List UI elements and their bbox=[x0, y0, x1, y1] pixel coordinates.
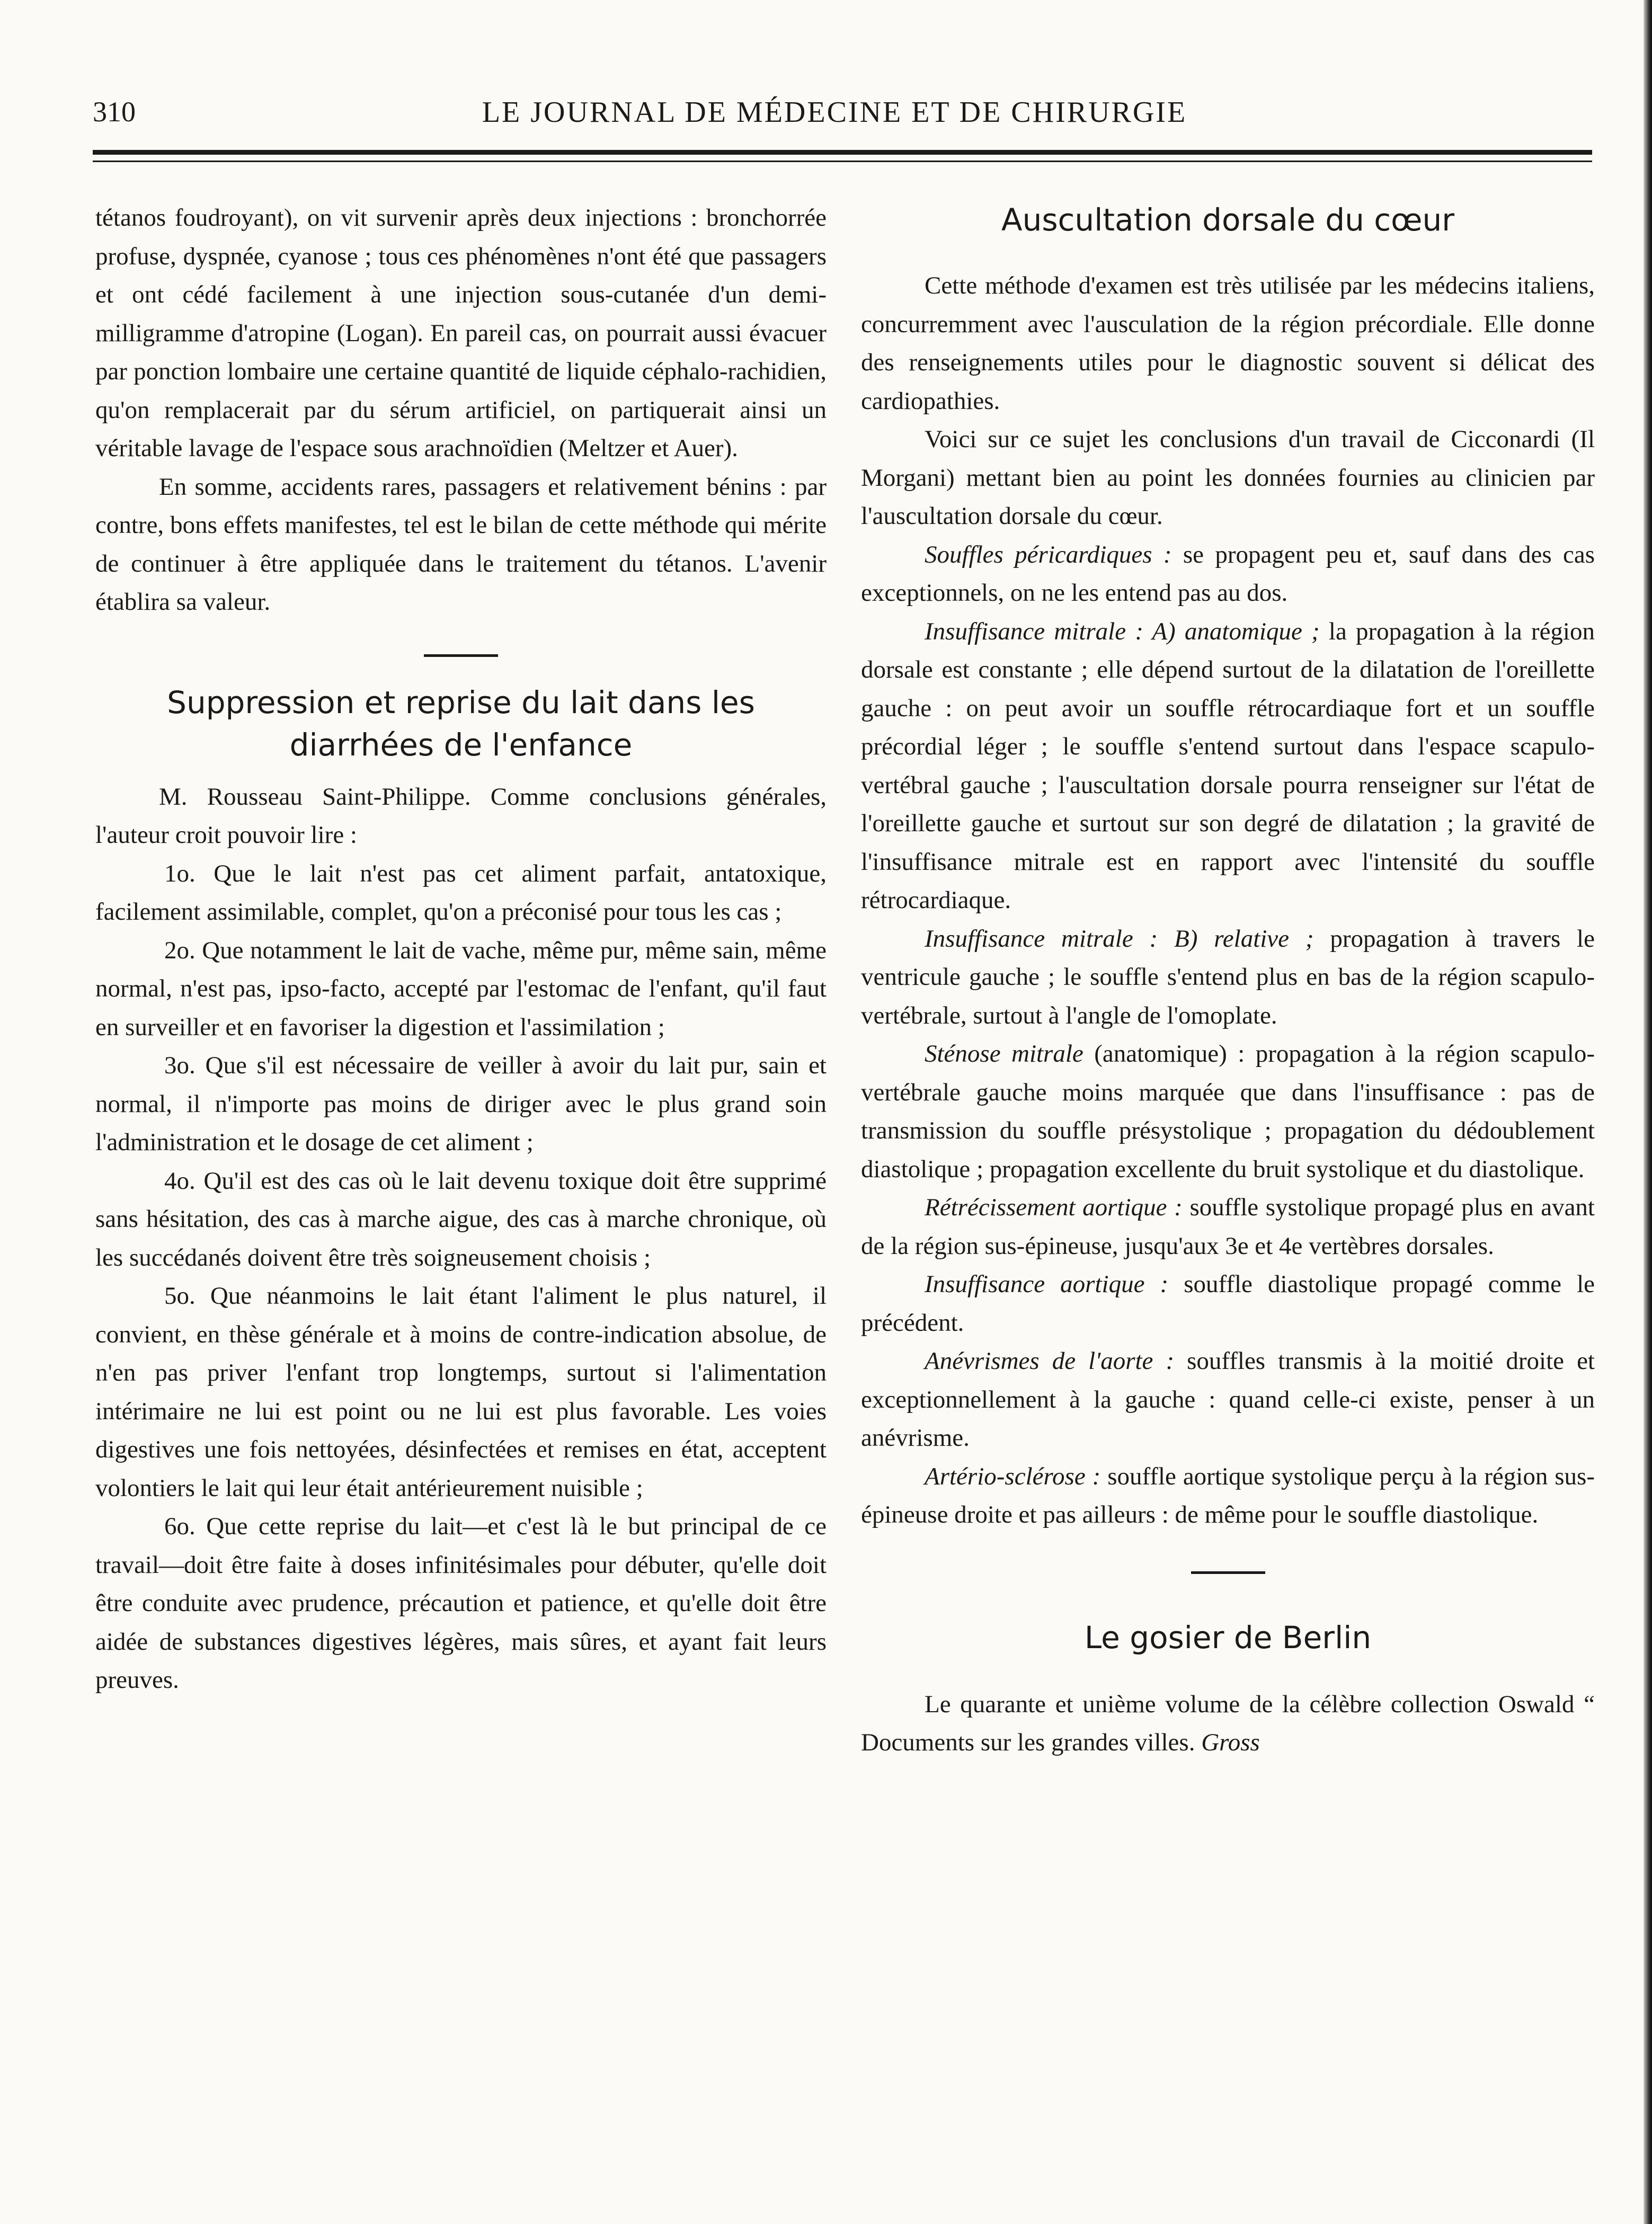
right-column bbox=[861, 199, 1595, 1762]
page-number: 310 bbox=[93, 96, 136, 128]
article-title-auscultation: Auscultation dorsale du cœur bbox=[1001, 202, 1455, 238]
article-intro: M. Rousseau Saint-Philippe. Comme conclusions générales, l'auteur croit pouvoir lire : bbox=[95, 782, 827, 849]
conclusion-6: 6o. Que cette reprise du lait—et c'est là le but principal de ce travail—doit être faite à doses infinitésimales pour débuter, qu'elle doit être conduite avec prudence, précaution et patience, et qu'elle doit être aidée de substances digestives légères, mais sûres, et ayant fait leurs preuves. bbox=[95, 1513, 827, 1694]
page-header bbox=[93, 95, 1576, 132]
summary-paragraph: En somme, accidents rares, passagers et relativement bénins : par contre, bons effets manifestes, tel est le bilan de cette méthode qui mérite de continuer à être appliquée dans le traitement du tétanos. L'avenir établira sa valeur. bbox=[95, 473, 827, 616]
article-title-berlin: Le gosier de Berlin bbox=[1084, 1619, 1372, 1656]
header-rule-thick bbox=[93, 150, 1592, 155]
conclusion-4: 4o. Qu'il est des cas où le lait devenu toxique doit être supprimé sans hésitation, des cas à marche aigue, des cas à marche chronique, où les succédanés doivent être très soigneusement choisis ; bbox=[95, 1167, 827, 1271]
finding-arterio-sclerose: Artério-sclérose : souffle aortique systolique perçu à la région sus-épineuse droite et pas ailleurs : de même pour le souffle diastolique. bbox=[861, 1462, 1595, 1528]
finding-insuffisance-mitrale-b: Insuffisance mitrale : B) relative ; propagation à travers le ventricule gauche ; le souffle s'entend plus en bas de la région scapulo-vertébrale, surtout à l'angle de l'omoplate. bbox=[861, 924, 1595, 1029]
conclusion-1: 1o. Que le lait n'est pas cet aliment parfait, antatoxique, facilement assimilable, complet, qu'on a préconisé pour tous les cas ; bbox=[95, 859, 827, 926]
conclusion-5: 5o. Que néanmoins le lait étant l'aliment le plus naturel, il convient, en thèse générale et à moins de contre-indication absolue, de n'en pas priver l'enfant trop longtemps, surtout si l'alimentation intérimaire ne lui est point ou ne lui est plus favorable. Les voies digestives une fois nettoyées, désinfectées et remises en état, acceptent volontiers le lait qui leur était antérieurement nuisible ; bbox=[95, 1282, 827, 1502]
berlin-paragraph: Le quarante et unième volume de la célèbre collection Oswald “ Documents sur les grandes villes. Gross bbox=[861, 1690, 1595, 1756]
header-rule-thin bbox=[93, 161, 1592, 162]
conclusion-2: 2o. Que notamment le lait de vache, même pur, même sain, même normal, n'est pas, ipso-facto, accepté par l'estomac de l'enfant, qu'il faut en surveiller et en favoriser la digestion et l'assimilation ; bbox=[95, 936, 827, 1041]
conclusion-3: 3o. Que s'il est nécessaire de veiller à avoir du lait pur, sain et normal, il n'importe pas moins de diriger avec le plus grand soin l'administration et le dosage de cet aliment ; bbox=[95, 1052, 827, 1156]
article-title-milk: Suppression et reprise du lait dans les diarrhées de l'enfance bbox=[167, 684, 755, 763]
finding-insuffisance-aortique: Insuffisance aortique : souffle diastolique propagé comme le précédent. bbox=[861, 1270, 1595, 1337]
journal-title: LE JOURNAL DE MÉDECINE ET DE CHIRURGIE bbox=[482, 96, 1187, 129]
left-column bbox=[95, 199, 827, 1700]
auscultation-paragraph-2: Voici sur ce sujet les conclusions d'un travail de Cicconardi (Il Morgani) mettant bien au point les données fournies au clinicien par l'auscultation dorsale du cœur. bbox=[861, 425, 1595, 530]
continued-paragraph: tétanos foudroyant), on vit survenir après deux injections : bronchorrée profuse, dyspnée, cyanose ; tous ces phénomènes n'ont été que passagers et ont cédé facilement à une injection sous-cutanée d'un demi-milligramme d'atropine (Logan). En pareil cas, on pourrait aussi évacuer par ponction lombaire une certaine quantité de liquide céphalo-rachidien, qu'on remplacerait par du sérum artificiel, on partiquerait ainsi un véritable lavage de l'espace sous arachnoïdien (Meltzer et Auer). bbox=[95, 204, 827, 462]
scan-edge bbox=[1644, 0, 1652, 2224]
auscultation-paragraph-1: Cette méthode d'examen est très utilisée par les médecins italiens, concurremment avec l'ausculation de la région précordiale. Elle donne des renseignements utiles pour le diagnostic souvent si délicat des cardiopathies. bbox=[861, 272, 1595, 415]
finding-insuffisance-mitrale-a: Insuffisance mitrale : A) anatomique ; la propagation à la région dorsale est constante ; elle dépend surtout de la dilatation de l'oreillette gauche : on peut avoir un souffle rétrocardiaque fort et un souffle précordial léger ; le souffle s'entend surtout dans l'espace scapulo-vertébral gauche ; l'auscultation dorsale pourra renseigner sur l'état de l'oreillette gauche et surtout sur son degré de dilatation ; la gravité de l'insuffisance mitrale est en rapport avec l'intensité du souffle rétrocardiaque. bbox=[861, 617, 1595, 914]
finding-stenose-mitrale: Sténose mitrale (anatomique) : propagation à la région scapulo-vertébrale gauche moins marquée que dans l'insuffisance : pas de transmission du souffle présystolique ; propagation du dédoublement diastolique ; propagation excellente du bruit systolique et du diastolique. bbox=[861, 1040, 1595, 1183]
finding-pericardiques: Souffles péricardiques : se propagent peu et, sauf dans des cas exceptionnels, on ne les entend pas au dos. bbox=[861, 540, 1595, 607]
finding-anevrismes: Anévrismes de l'aorte : souffles transmis à la moitié droite et exceptionnellement à la gauche : quand celle-ci existe, penser à un anévrisme. bbox=[861, 1347, 1595, 1452]
finding-retrecissement-aortique: Rétrécissement aortique : souffle systolique propagé plus en avant de la région sus-épineuse, jusqu'aux 3e et 4e vertèbres dorsales. bbox=[861, 1194, 1595, 1260]
